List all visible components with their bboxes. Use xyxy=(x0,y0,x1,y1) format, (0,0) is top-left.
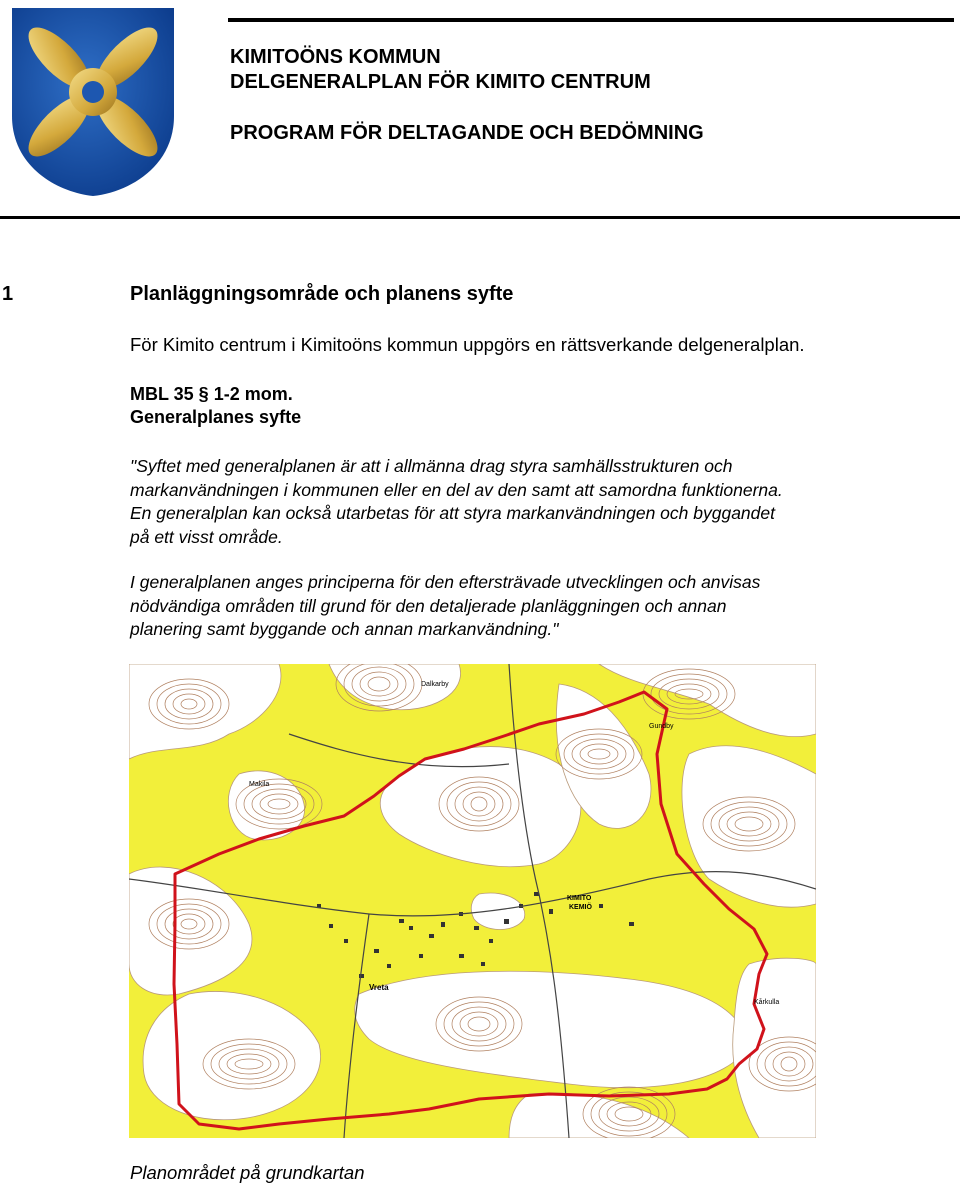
quote-paragraph-1 xyxy=(130,455,890,549)
place-kimito: KIMITO xyxy=(567,895,592,902)
quote-line: markanvändningen i kommunen eller en del av den samt att samordna funktionerna. xyxy=(130,479,783,500)
quote-line: "Syftet med generalplanen är att i allmänna drag styra samhällsstrukturen och xyxy=(130,456,733,476)
quote-line: planering samt byggande och annan markanvändning." xyxy=(130,619,559,639)
quote-line: En generalplan kan också utarbetas för att styra markanvändningen och byggandet xyxy=(130,503,775,523)
place-vreta: Vreta xyxy=(369,983,389,992)
quote-line: nödvändiga områden till grund för den detaljerade planläggningen och annan xyxy=(130,595,727,616)
municipal-coat-of-arms xyxy=(10,6,176,198)
base-map-graphic xyxy=(129,664,816,1138)
base-map xyxy=(129,664,816,1138)
law-reference: MBL 35 § 1-2 mom. xyxy=(130,384,293,404)
header-program-title: PROGRAM FÖR DELTAGANDE OCH BEDÖMNING xyxy=(230,122,704,144)
quote-line: I generalplanen anges principerna för den eftersträvade utvecklingen och anvisas xyxy=(130,572,761,592)
header-municipality: KIMITOÖNS KOMMUN xyxy=(230,46,441,68)
place-kemio: KEMIÖ xyxy=(569,904,592,911)
map-caption: Planområdet på grundkartan xyxy=(130,1162,365,1183)
header-top-rule xyxy=(228,18,954,22)
section-intro: För Kimito centrum i Kimitoöns kommun uppgörs en rättsverkande delgeneralplan. xyxy=(130,334,805,355)
place-makila: Makila xyxy=(249,781,270,788)
header-plan-title: DELGENERALPLAN FÖR KIMITO CENTRUM xyxy=(230,71,651,93)
section-title: Planläggningsområde och planens syfte xyxy=(130,283,514,305)
place-dalkarby: Dalkarby xyxy=(421,681,449,688)
quote-line: på ett visst område. xyxy=(130,526,283,547)
quote-paragraph-2 xyxy=(130,571,890,642)
purpose-heading: Generalplanes syfte xyxy=(130,407,302,427)
place-karkulla: Kårkulla xyxy=(754,999,780,1006)
place-gundby: Gundby xyxy=(649,723,674,730)
header-bottom-rule xyxy=(0,216,960,219)
section-number: 1 xyxy=(2,283,14,305)
